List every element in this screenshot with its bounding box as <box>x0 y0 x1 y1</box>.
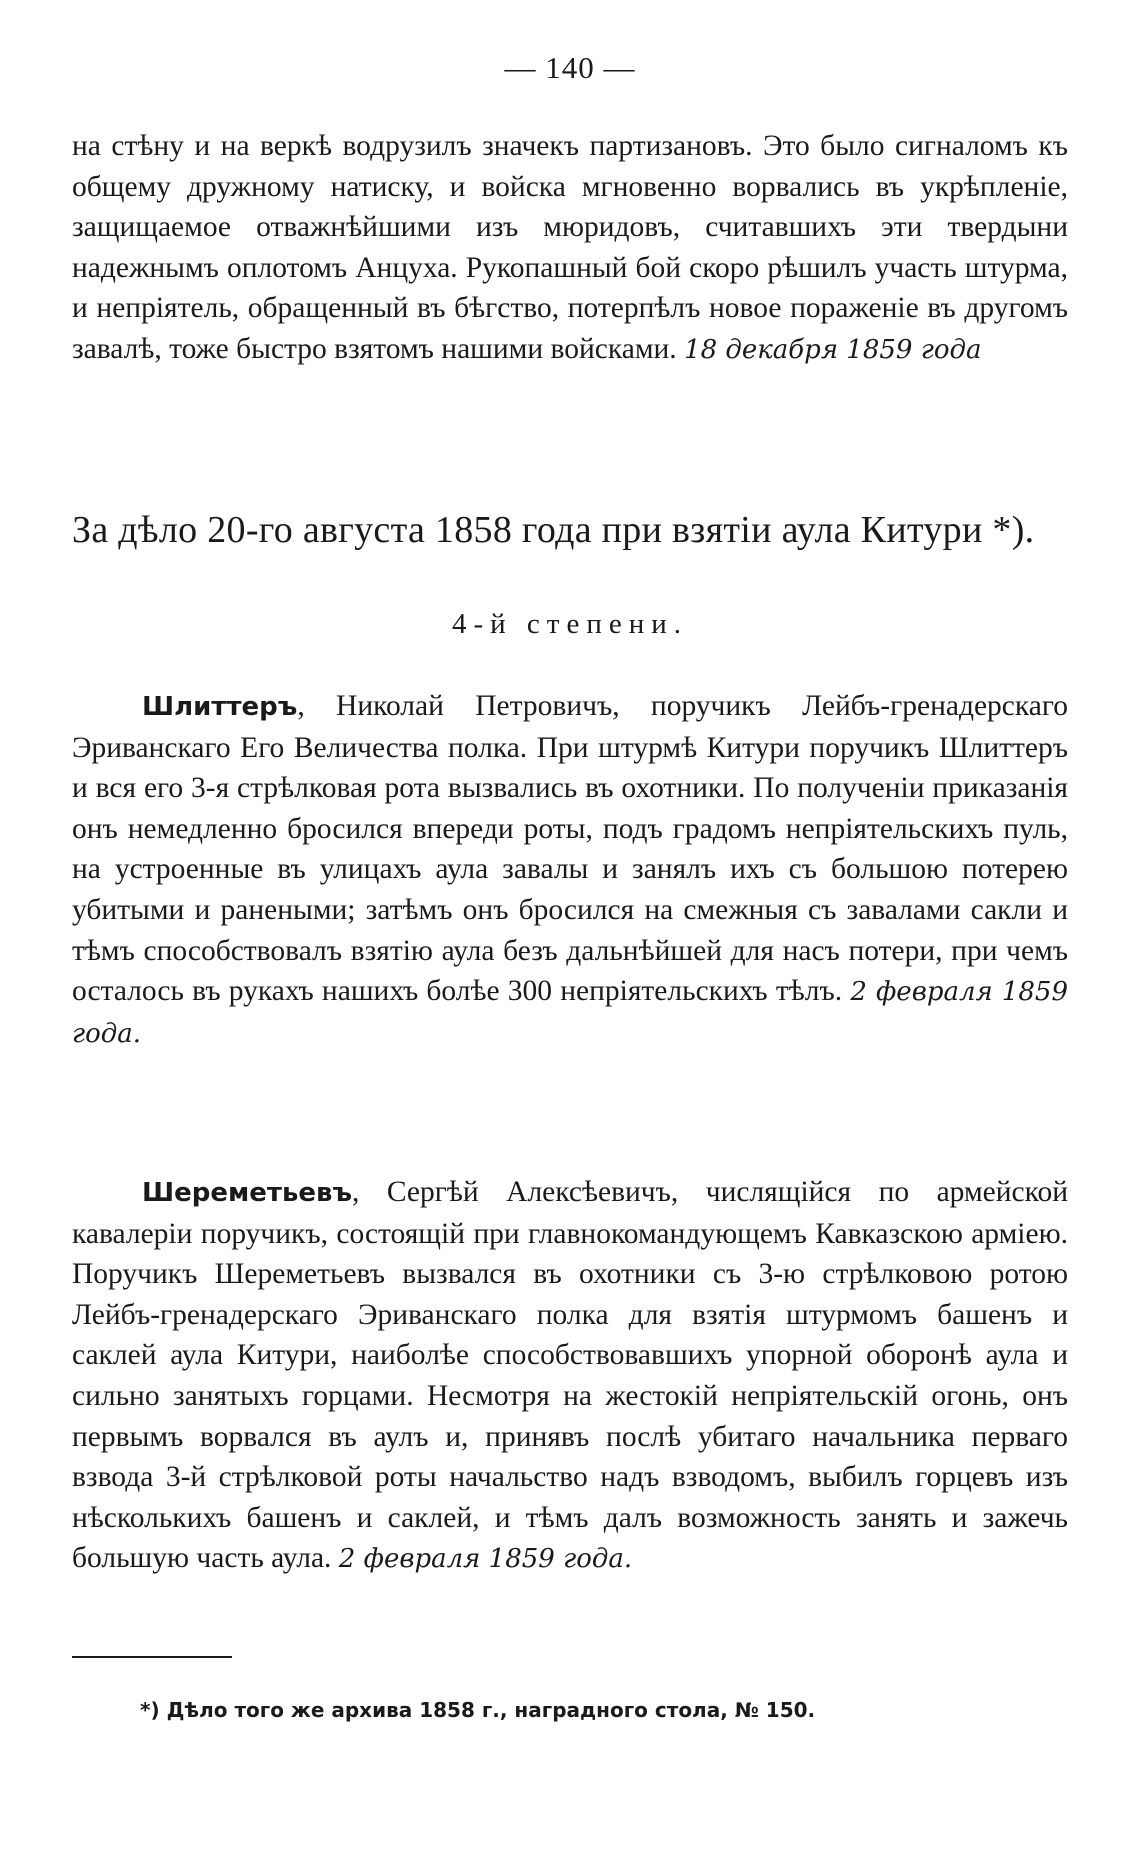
entry-text: , Сергѣй Алексѣевичъ, числящійся по армейской кавалеріи поручикъ, состоящій при главнокомандующемъ Кавказскою арміею. Поручикъ Шереметьевъ вызвался въ охотники съ 3-ю стрѣлковою ротою Лейбъ-гренадерскаго Эриванскаго полка для взятія штурмомъ башенъ и саклей аула Китури, наиболѣе способствовавшихъ упорной оборонѣ аула и сильно занятыхъ горцами. Несмотря на жестокій непріятельскій огонь, онъ первымъ ворвался въ аулъ и, принявъ послѣ убитаго начальника перваго взвода 3-й стрѣлковой роты начальство надъ взводомъ, выбилъ горцевъ изъ нѣсколькихъ башенъ и саклей, и тѣмъ далъ возможность занять и зажечь большую часть аула. <box>72 1176 1068 1575</box>
section-heading: За дѣло 20-го августа 1858 года при взятіи аула Китури *). <box>72 509 1035 551</box>
page-number: — 140 — <box>504 50 636 85</box>
continuation-text: на стѣну и на веркѣ водрузилъ значекъ партизановъ. Это было сигналомъ къ общему дружному натиску, и войска мгновенно ворвались въ укрѣпленіе, защищаемое отважнѣйшими изъ мюридовъ, считавшихъ эти твердыни надежнымъ оплотомъ Анцуха. Рукопашный бой скоро рѣшилъ участь штурма, и непріятель, обращенный въ бѣгство, потерпѣлъ новое пораженіе въ другомъ завалѣ, тоже быстро взятомъ нашими войсками. <box>72 130 1068 365</box>
entry-surname: Шереметьевъ <box>142 1178 353 1208</box>
continuation-paragraph <box>72 126 1068 371</box>
entry-surname: Шлиттеръ <box>142 692 298 722</box>
entry-text: , Николай Петровичъ, поручикъ Лейбъ-гренадерскаго Эриванскаго Его Величества полка. При штурмѣ Китури поручикъ Шлиттеръ и вся его 3-я стрѣлковая рота вызвались въ охотники. По полученіи приказанія онъ немедленно бросился впереди роты, подъ градомъ непріятельскихъ пуль, на устроенные въ улицахъ аула завалы и занялъ ихъ съ большою потерею убитыми и ранеными; затѣмъ онъ бросился на смежныя съ завалами сакли и тѣмъ способствовалъ взятію аула безъ дальнѣйшей для насъ потери, при чемъ осталось въ рукахъ нашихъ болѣе 300 непріятельскихъ тѣлъ. <box>72 690 1068 1008</box>
footnote: *) Дѣло того же архива 1858 г., наградного стола, № 150. <box>140 1698 816 1722</box>
entry-shlitter <box>72 686 1068 1054</box>
entry-date: 2 февраля 1859 года. <box>72 977 1068 1049</box>
entry-sheremetev <box>72 1172 1068 1580</box>
continuation-date: 18 декабря 1859 года <box>684 334 982 365</box>
entry-date: 2 февраля 1859 года. <box>338 1544 633 1575</box>
degree-subheading: 4-й степени. <box>451 608 689 640</box>
footnote-divider <box>72 1656 232 1658</box>
